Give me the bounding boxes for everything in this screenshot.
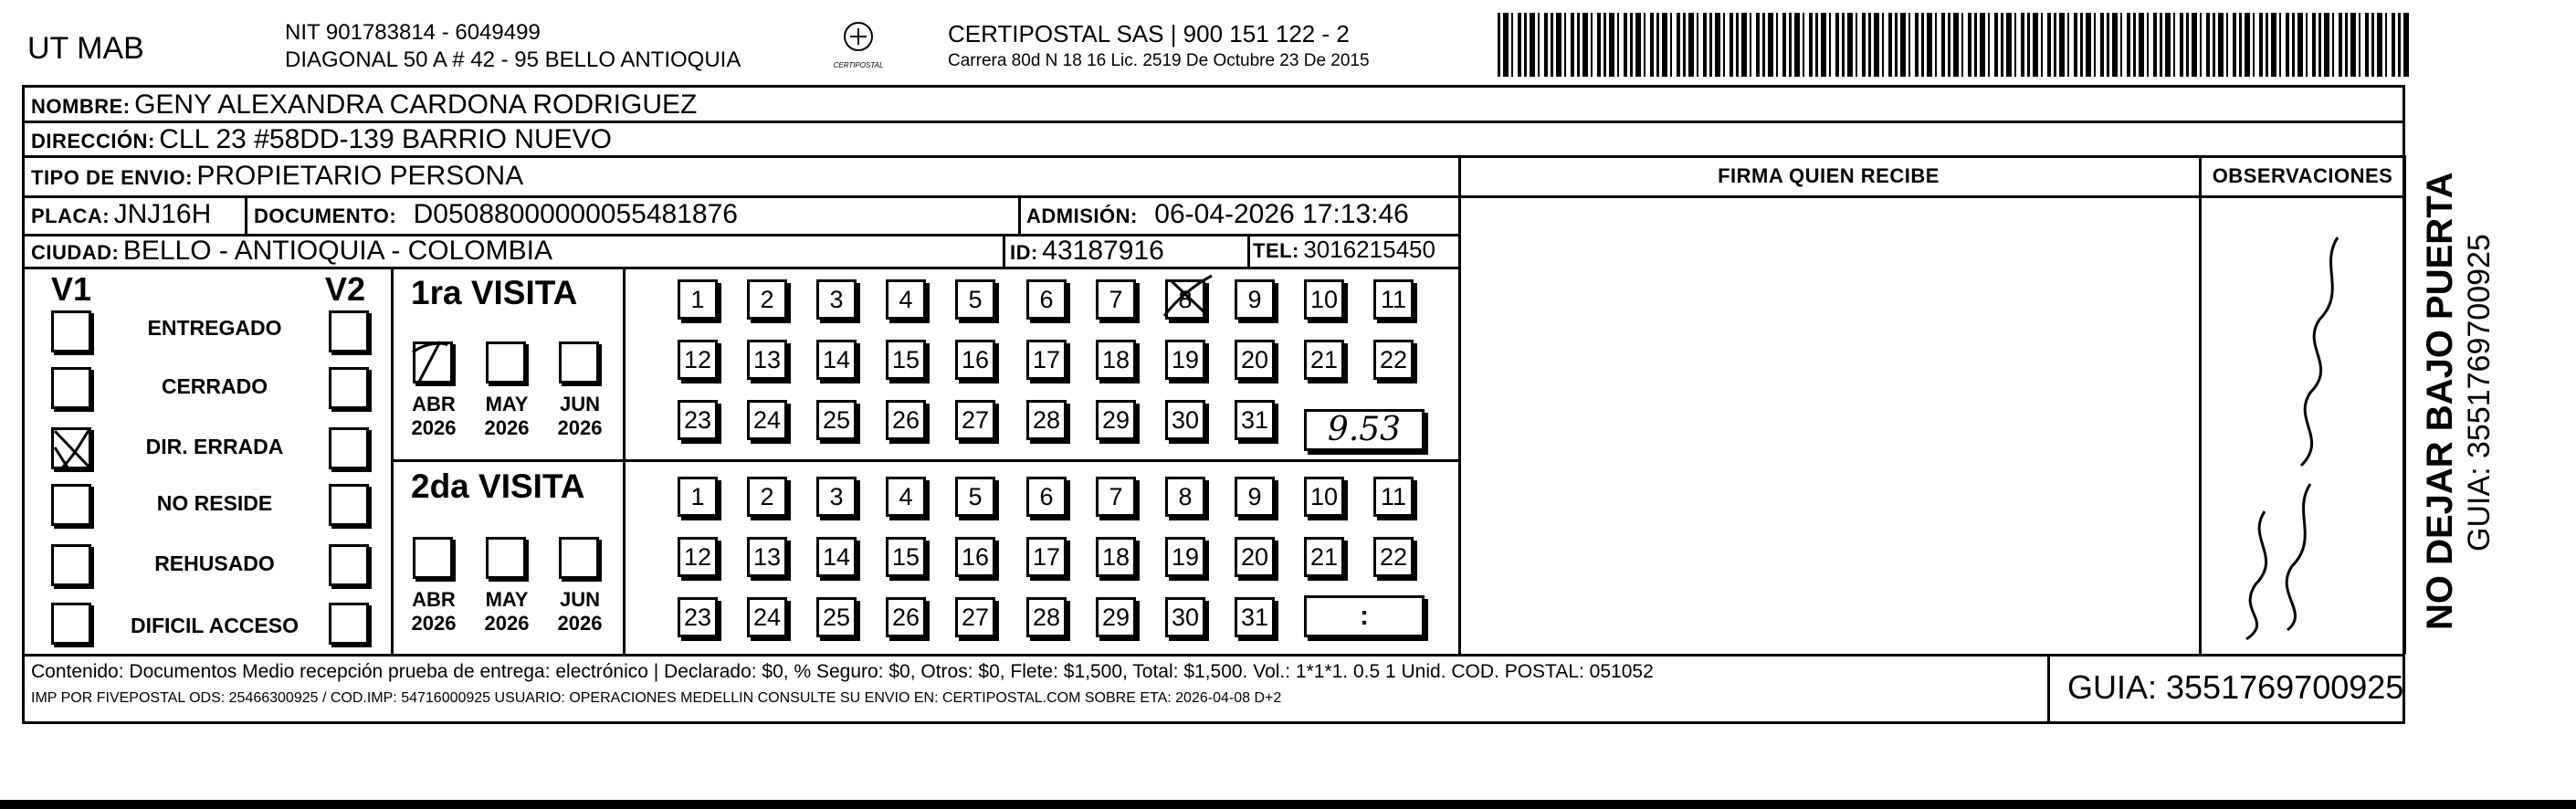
footer-imp: IMP POR FIVEPOSTAL ODS: 25466300925 / COD.IMP: 54716000925 USUARIO: OPERACIONES MEDELLIN CONSULTE SU ENVIO EN: CERTIPOSTAL.COM SOBRE ETA: 2026-04-08 D+2 — [31, 690, 1282, 706]
id-label: ID: — [1010, 241, 1038, 264]
check-mark-icon — [46, 422, 100, 477]
status-entregado: ENTREGADO — [147, 316, 282, 340]
v1-checkbox-cerrado[interactable] — [51, 367, 91, 409]
second-visit-day-4[interactable]: 4 — [886, 477, 926, 517]
documento-label: DOCUMENTO: — [254, 205, 397, 227]
ciudad-value: BELLO - ANTIOQUIA - COLOMBIA — [122, 236, 552, 266]
side-guia: GUIA: 3551769700925 — [2462, 234, 2497, 552]
admision-cell — [1026, 199, 1409, 230]
first-visit-day-16[interactable]: 16 — [955, 340, 995, 380]
first-time-value: 9.53 — [1327, 411, 1402, 448]
first-month-box-may[interactable] — [486, 341, 526, 383]
first-visit-title: 1ra VISITA — [411, 274, 578, 311]
second-visit-day-2[interactable]: 2 — [747, 477, 787, 517]
second-visit-day-11[interactable]: 11 — [1373, 477, 1414, 517]
status-dir-errada: DIR. ERRADA — [145, 435, 284, 458]
tipo-row — [31, 161, 523, 192]
placa-label: PLACA: — [31, 205, 110, 227]
certipostal-logo — [826, 20, 890, 73]
nombre-label: NOMBRE: — [31, 95, 131, 118]
check-mark-icon — [405, 336, 460, 391]
first-visit-day-14[interactable]: 14 — [816, 340, 857, 380]
second-visit-day-7[interactable]: 7 — [1096, 477, 1136, 517]
first-visit-day-19[interactable]: 19 — [1165, 340, 1205, 380]
documento-cell — [254, 199, 738, 230]
day-cross-mark-icon — [1155, 270, 1219, 325]
first-visit-day-3[interactable]: 3 — [816, 279, 857, 320]
footer-content: Contenido: Documentos Medio recepción prueba de entrega: electrónico | Declarado: $0, % Seguro: $0, Otros: $0, Flete: $1,500, Total: $1,500. Vol.: 1*1*1. 0.5 1 Unid. COD. POSTAL: 051052 — [31, 661, 1654, 682]
v2-checkbox-entregado[interactable] — [329, 310, 369, 352]
admision-label: ADMISIÓN: — [1026, 205, 1138, 227]
first-visit-day-7[interactable]: 7 — [1096, 279, 1136, 320]
month-label-jun-2: JUN 2026 — [557, 588, 603, 635]
first-visit-day-29[interactable]: 29 — [1096, 400, 1136, 440]
second-visit-day-5[interactable]: 5 — [955, 477, 995, 517]
side-warning: NO DEJAR BAJO PUERTA — [2420, 172, 2460, 630]
first-visit-day-21[interactable]: 21 — [1304, 340, 1344, 380]
ciudad-cell — [31, 236, 552, 267]
second-visit-day-10[interactable]: 10 — [1304, 477, 1344, 517]
second-visit-day-31[interactable]: 31 — [1235, 597, 1275, 637]
first-time-box[interactable] — [1304, 409, 1425, 451]
v1-checkbox-dificil-acceso[interactable] — [51, 603, 91, 645]
second-visit-day-12[interactable]: 12 — [678, 537, 718, 577]
nit-text: NIT 901783814 - 6049499 — [285, 20, 541, 45]
month-label-may: MAY 2026 — [484, 393, 530, 439]
second-visit-day-29[interactable]: 29 — [1096, 597, 1136, 637]
first-visit-day-5[interactable]: 5 — [955, 279, 995, 320]
first-visit-day-27[interactable]: 27 — [955, 400, 995, 440]
id-cell — [1010, 236, 1164, 267]
second-visit-day-9[interactable]: 9 — [1235, 477, 1275, 517]
v1-checkbox-no-reside[interactable] — [51, 484, 91, 526]
firma-label: FIRMA QUIEN RECIBE — [1718, 164, 1940, 187]
v2-checkbox-dir-errada[interactable] — [329, 427, 369, 469]
v2-label: V2 — [325, 270, 366, 308]
second-visit-day-26[interactable]: 26 — [886, 597, 926, 637]
first-visit-day-20[interactable]: 20 — [1235, 340, 1275, 380]
first-visit-day-28[interactable]: 28 — [1026, 400, 1067, 440]
first-visit-day-13[interactable]: 13 — [747, 340, 787, 380]
v2-checkbox-no-reside[interactable] — [329, 484, 369, 526]
first-visit-day-12[interactable]: 12 — [678, 340, 718, 380]
first-visit-day-15[interactable]: 15 — [886, 340, 926, 380]
first-visit-day-11[interactable]: 11 — [1373, 279, 1414, 320]
first-visit-day-18[interactable]: 18 — [1096, 340, 1136, 380]
v1-checkbox-entregado[interactable] — [51, 310, 91, 352]
footer-guia: GUIA: 3551769700925 — [2067, 668, 2404, 706]
second-visit-day-14[interactable]: 14 — [816, 537, 857, 577]
first-visit-day-10[interactable]: 10 — [1304, 279, 1344, 320]
tipo-label: TIPO DE ENVIO: — [31, 166, 193, 189]
second-month-box-abr[interactable] — [413, 537, 453, 579]
first-visit-day-30[interactable]: 30 — [1165, 400, 1205, 440]
second-month-box-may[interactable] — [486, 537, 526, 579]
company-name: CERTIPOSTAL SAS | 900 151 122 - 2 — [948, 20, 1350, 47]
second-visit-day-23[interactable]: 23 — [678, 597, 718, 637]
second-visit-day-17[interactable]: 17 — [1026, 537, 1067, 577]
second-visit-day-8[interactable]: 8 — [1165, 477, 1205, 517]
second-visit-day-13[interactable]: 13 — [747, 537, 787, 577]
first-visit-day-26[interactable]: 26 — [886, 400, 926, 440]
status-rehusado: REHUSADO — [154, 552, 275, 575]
id-value: 43187916 — [1042, 236, 1164, 266]
first-visit-day-4[interactable]: 4 — [886, 279, 926, 320]
documento-value: D05088000000055481876 — [413, 199, 738, 229]
admision-value: 06-04-2026 17:13:46 — [1154, 199, 1409, 229]
second-visit-day-16[interactable]: 16 — [955, 537, 995, 577]
company-license: Carrera 80d N 18 16 Lic. 2519 De Octubre 23 De 2015 — [948, 51, 1370, 70]
barcode — [1498, 13, 2411, 77]
month-label-may-2: MAY 2026 — [484, 588, 530, 635]
second-visit-day-15[interactable]: 15 — [886, 537, 926, 577]
tipo-value: PROPIETARIO PERSONA — [196, 161, 524, 191]
v1-checkbox-rehusado[interactable] — [51, 544, 91, 586]
second-visit-day-21[interactable]: 21 — [1304, 537, 1344, 577]
second-visit-day-22[interactable]: 22 — [1373, 537, 1414, 577]
second-visit-day-28[interactable]: 28 — [1026, 597, 1067, 637]
second-time-box[interactable] — [1304, 595, 1425, 637]
logo-text: CERTIPOSTAL — [833, 61, 884, 69]
tel-label: TEL: — [1253, 239, 1299, 262]
second-visit-day-24[interactable]: 24 — [747, 597, 787, 637]
first-visit-day-23[interactable]: 23 — [678, 400, 718, 440]
ciudad-label: CIUDAD: — [31, 241, 120, 264]
direccion-value: CLL 23 #58DD-139 BARRIO NUEVO — [159, 124, 612, 154]
second-month-box-jun[interactable] — [559, 537, 599, 579]
logo-icon — [826, 20, 890, 57]
status-cerrado: CERRADO — [161, 374, 268, 398]
placa-cell — [31, 199, 211, 230]
second-visit-day-25[interactable]: 25 — [816, 597, 857, 637]
bottom-strip — [0, 800, 2576, 809]
nombre-row — [31, 89, 697, 121]
sender-address: DIAGONAL 50 A # 42 - 95 BELLO ANTIOQUIA — [285, 47, 741, 72]
v2-checkbox-rehusado[interactable] — [329, 544, 369, 586]
second-visit-day-19[interactable]: 19 — [1165, 537, 1205, 577]
second-visit-title: 2da VISITA — [411, 468, 585, 505]
first-visit-day-9[interactable]: 9 — [1235, 279, 1275, 320]
first-visit-day-22[interactable]: 22 — [1373, 340, 1414, 380]
first-visit-day-17[interactable]: 17 — [1026, 340, 1067, 380]
observaciones-label: OBSERVACIONES — [2212, 164, 2393, 187]
first-visit-day-6[interactable]: 6 — [1026, 279, 1067, 320]
second-visit-day-6[interactable]: 6 — [1026, 477, 1067, 517]
tel-cell — [1253, 236, 1435, 264]
second-visit-day-27[interactable]: 27 — [955, 597, 995, 637]
second-visit-day-20[interactable]: 20 — [1235, 537, 1275, 577]
office-label: UT MAB — [27, 31, 144, 66]
tel-value: 3016215450 — [1303, 236, 1435, 263]
status-no-reside: NO RESIDE — [156, 491, 273, 515]
first-visit-day-2[interactable]: 2 — [747, 279, 787, 320]
second-visit-day-1[interactable]: 1 — [678, 477, 718, 517]
second-visit-day-30[interactable]: 30 — [1165, 597, 1205, 637]
month-label-jun: JUN 2026 — [557, 393, 603, 439]
v1-label: V1 — [51, 270, 92, 308]
month-label-abr: ABR 2026 — [411, 393, 457, 439]
second-visit-day-18[interactable]: 18 — [1096, 537, 1136, 577]
first-visit-day-8[interactable]: 8 — [1165, 279, 1205, 320]
v2-checkbox-dificil-acceso[interactable] — [329, 603, 369, 645]
first-visit-day-1[interactable]: 1 — [678, 279, 718, 320]
second-visit-day-3[interactable]: 3 — [816, 477, 857, 517]
first-month-box-jun[interactable] — [559, 341, 599, 383]
nombre-value: GENY ALEXANDRA CARDONA RODRIGUEZ — [134, 89, 698, 120]
status-dificil-acceso: DIFICIL ACCESO — [130, 614, 299, 637]
placa-value: JNJ16H — [113, 199, 212, 229]
handwritten-observation — [2210, 210, 2392, 648]
second-time-value: : — [1360, 601, 1369, 631]
direccion-row — [31, 124, 612, 155]
first-visit-day-31[interactable]: 31 — [1235, 400, 1275, 440]
month-label-abr-2: ABR 2026 — [411, 588, 457, 635]
v2-checkbox-cerrado[interactable] — [329, 367, 369, 409]
first-visit-day-24[interactable]: 24 — [747, 400, 787, 440]
first-visit-day-25[interactable]: 25 — [816, 400, 857, 440]
direccion-label: DIRECCIÓN: — [31, 130, 155, 152]
